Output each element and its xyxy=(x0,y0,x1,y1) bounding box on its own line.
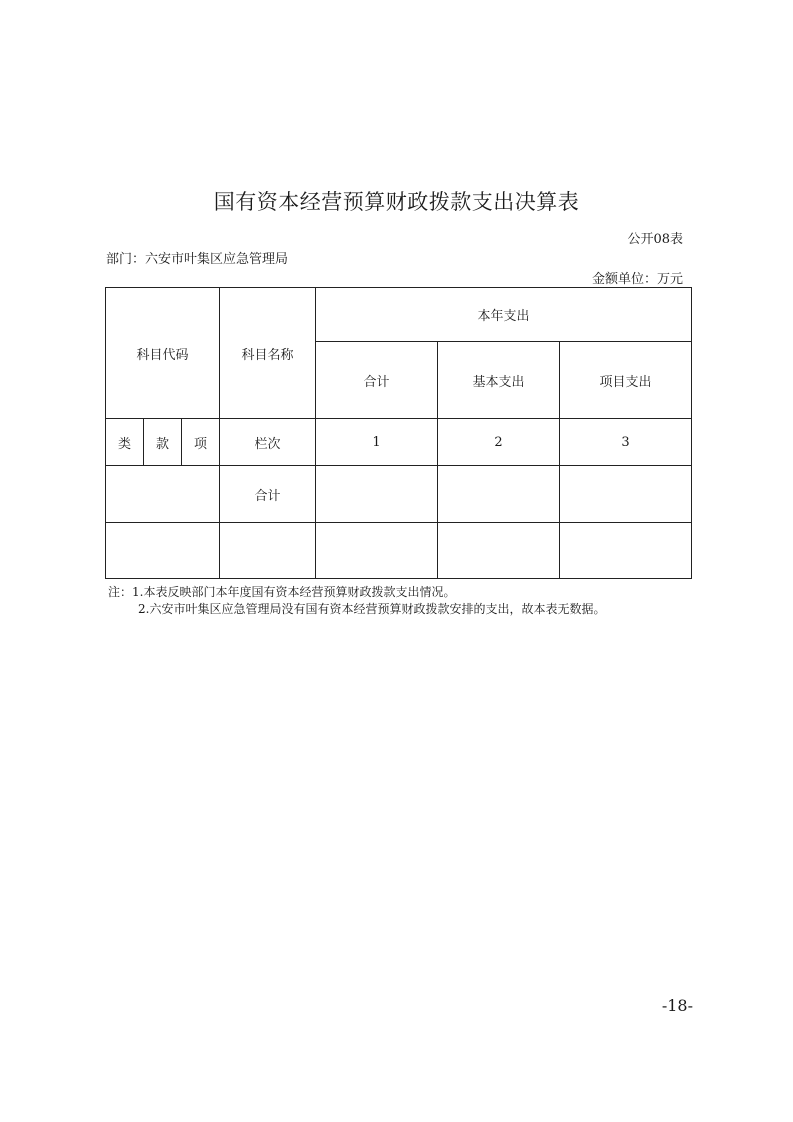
row-order-label: 栏次 xyxy=(220,419,316,466)
page-title: 国有资本经营预算财政拨款支出决算表 xyxy=(213,190,580,214)
note-line-1: 注：1.本表反映部门本年度国有资本经营预算财政拨款支出情况。 xyxy=(108,585,456,599)
subheader-section: 款 xyxy=(144,419,182,466)
department-label: 部门：六安市叶集区应急管理局 xyxy=(106,252,289,267)
total-row-total-cell xyxy=(316,466,438,523)
empty-row-code-cell xyxy=(106,523,220,579)
header-basic-expense: 基本支出 xyxy=(438,342,560,419)
header-subject-name: 科目名称 xyxy=(220,288,316,419)
table-row-total xyxy=(106,466,692,523)
empty-row-total-cell xyxy=(316,523,438,579)
total-row-code-cell xyxy=(106,466,220,523)
header-subject-code: 科目代码 xyxy=(106,288,220,419)
page-number: -18- xyxy=(661,996,693,1015)
order-number-1: 1 xyxy=(316,419,438,466)
header-project-expense: 项目支出 xyxy=(560,342,692,419)
subheader-item: 项 xyxy=(182,419,220,466)
header-year-expense: 本年支出 xyxy=(316,288,692,342)
empty-row-name-cell xyxy=(220,523,316,579)
subheader-class: 类 xyxy=(106,419,144,466)
order-number-2: 2 xyxy=(438,419,560,466)
table-notes xyxy=(108,584,605,618)
note-line-2: 2.六安市叶集区应急管理局没有国有资本经营预算财政拨款安排的支出，故本表无数据。 xyxy=(138,602,606,616)
empty-row-project-cell xyxy=(560,523,692,579)
expense-table xyxy=(105,287,692,579)
table-row-empty xyxy=(106,523,692,579)
amount-unit-label: 金额单位：万元 xyxy=(591,272,683,287)
empty-row-basic-cell xyxy=(438,523,560,579)
header-total: 合计 xyxy=(316,342,438,419)
order-number-3: 3 xyxy=(560,419,692,466)
form-number: 公开08表 xyxy=(627,232,683,247)
total-row-basic-cell xyxy=(438,466,560,523)
total-row-project-cell xyxy=(560,466,692,523)
total-row-label: 合计 xyxy=(220,466,316,523)
